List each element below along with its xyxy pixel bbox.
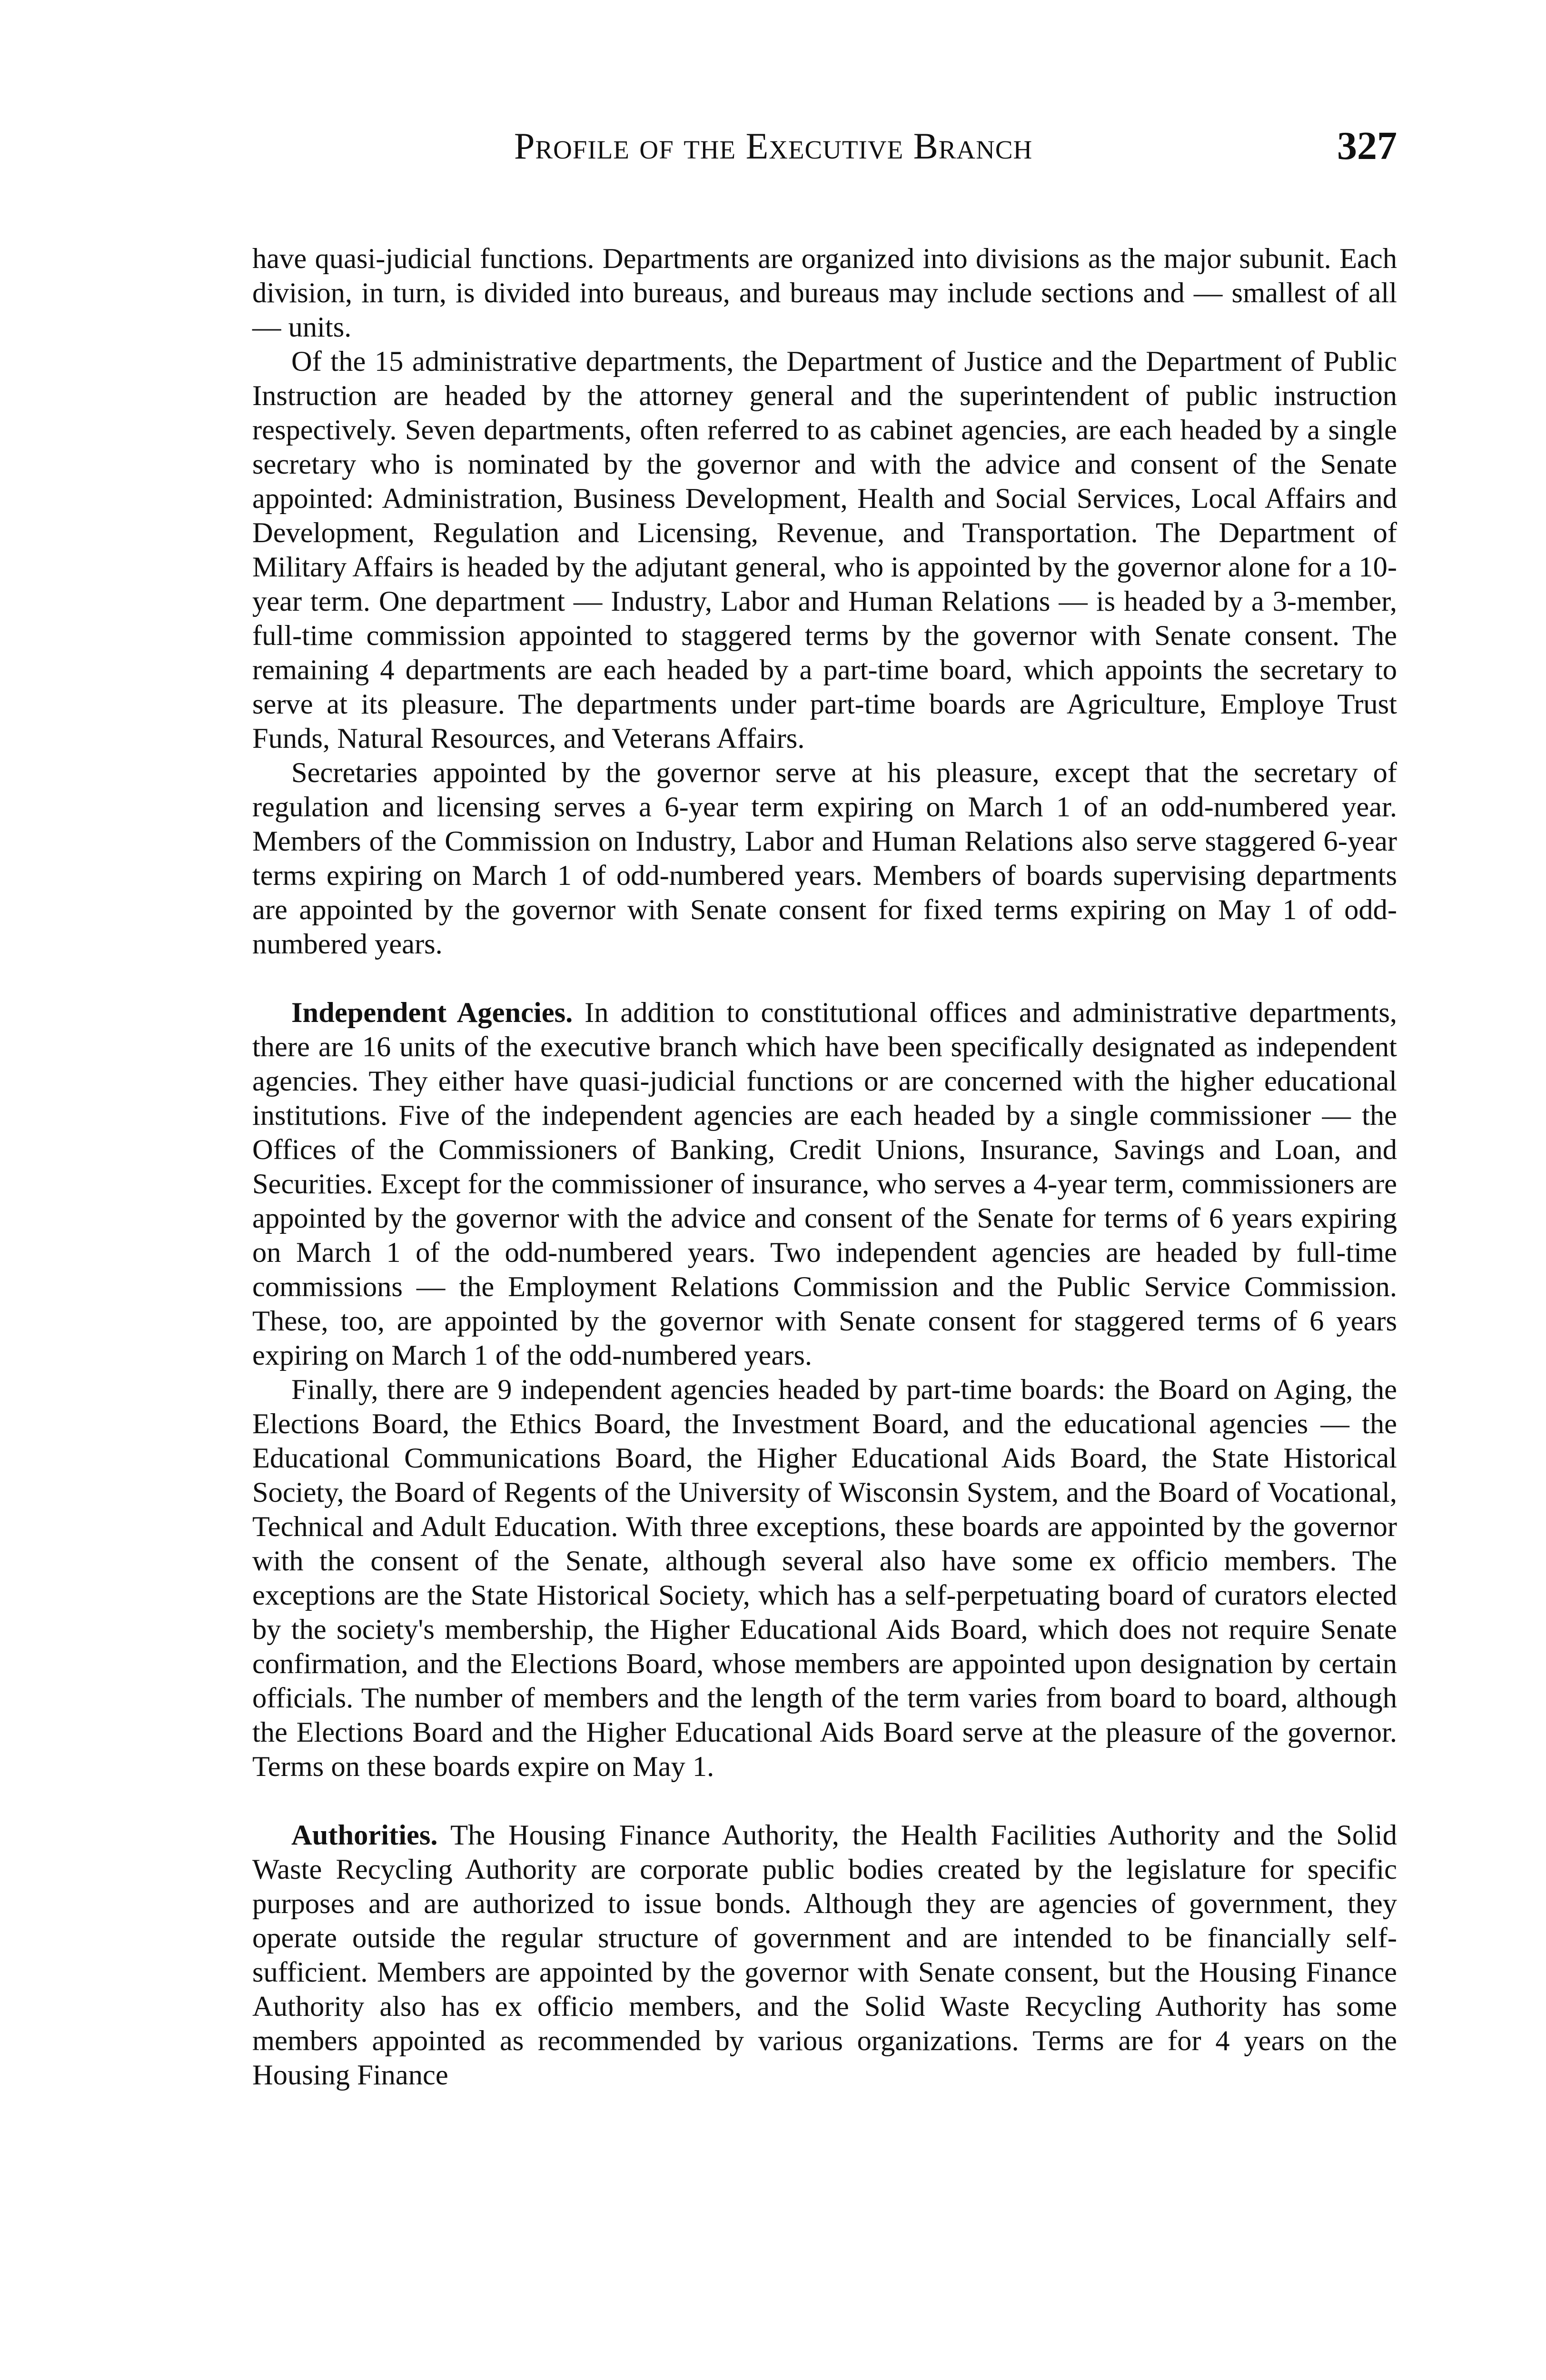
paragraph-secretaries: Secretaries appointed by the governor serve at his pleasure, except that the secretary of regulation and licensing serves a 6-year term expiring on March 1 of an odd-numbered year. Members of the Commission on Industry, Labor and Human Relations also serve staggered 6-year terms expiring on March 1 of odd-numbered years. Members of boards supervising departments are appointed by the governor with Senate consent for fixed terms expiring on May 1 of odd-numbered years. <box>252 757 1397 960</box>
paragraph-administrative-departments: Of the 15 administrative departments, the Department of Justice and the Department of Public Instruction are headed by the attorney general and the superintendent of public instruction respectively. Seven departments, often referred to as cabinet agencies, are each headed by a single secretary who is nominated by the governor and with the advice and consent of the Senate appointed: Administration, Business Development, Health and Social Services, Local Affairs and Development, Regulation and Licensing, Revenue, and Transportation. The Department of Military Affairs is headed by the adjutant general, who is appointed by the governor alone for a 10-year term. One department — Industry, Labor and Human Relations — is headed by a 3-member, full-time commission appointed to staggered terms by the governor with Senate consent. The remaining 4 departments are each headed by a part-time board, which appoints the secretary to serve at its pleasure. The departments under part-time boards are Agriculture, Employe Trust Funds, Natural Resources, and Veterans Affairs. <box>252 346 1397 754</box>
page-header <box>252 125 1397 172</box>
paragraph-authorities <box>252 1818 1397 2092</box>
paragraph-text: In addition to constitutional offices and administrative departments, there are 16 units of the executive branch which have been specifically designated as independent agencies. They either have quasi-judicial functions or are concerned with the higher educational institutions. Five of the independent agencies are each headed by a single commissioner — the Offices of the Commissioners of Banking, Credit Unions, Insurance, Savings and Loan, and Securities. Except for the commissioner of insurance, who serves a 4-year term, commissioners are appointed by the governor with the advice and consent of the Senate for terms of 6 years expiring on March 1 of the odd-numbered years. Two independent agencies are headed by full-time commissions — the Employment Relations Commission and the Public Service Commission. These, too, are appointed by the governor with Senate consent for staggered terms of 6 years expiring on March 1 of the odd-numbered years. <box>252 997 1397 1371</box>
paragraph-independent-agencies <box>252 996 1397 1373</box>
running-title: Profile of the Executive Branch <box>514 125 1033 167</box>
paragraph-part-time-boards: Finally, there are 9 independent agencies headed by part-time boards: the Board on Aging, the Elections Board, the Ethics Board, the Investment Board, and the educational agencies — the Educational Communications Board, the Higher Educational Aids Board, the State Historical Society, the Board of Regents of the University of Wisconsin System, and the Board of Vocational, Technical and Adult Education. With three exceptions, these boards are appointed by the governor with the consent of the Senate, although several also have some ex officio members. The exceptions are the State Historical Society, which has a self-perpetuating board of curators elected by the society's membership, the Higher Educational Aids Board, which does not require Senate confirmation, and the Elections Board, whose members are appointed upon designation by certain officials. The number of members and the length of the term varies from board to board, although the Elections Board and the Higher Educational Aids Board serve at the pleasure of the governor. Terms on these boards expire on May 1. <box>252 1374 1397 1783</box>
section-heading-authorities: Authorities. <box>291 1819 438 1851</box>
body-text <box>252 242 1397 2092</box>
section-heading-independent-agencies: Independent Agencies. <box>291 997 573 1029</box>
document-page <box>252 0 1397 2380</box>
paragraph-continued: have quasi-judicial functions. Departments are organized into divisions as the major subunit. Each division, in turn, is divided into bureaus, and bureaus may include sections and — smallest of all — units. <box>252 243 1397 343</box>
page-number: 327 <box>1337 124 1397 168</box>
paragraph-text: The Housing Finance Authority, the Health Facilities Authority and the Solid Waste Recycling Authority are corporate public bodies created by the legislature for specific purposes and are authorized to issue bonds. Although they are agencies of government, they operate outside the regular structure of government and are intended to be financially self-sufficient. Members are appointed by the governor with Senate consent, but the Housing Finance Authority also has ex officio members, and the Solid Waste Recycling Authority has some members appointed as recommended by various organizations. Terms are for 4 years on the Housing Finance <box>252 1819 1397 2091</box>
